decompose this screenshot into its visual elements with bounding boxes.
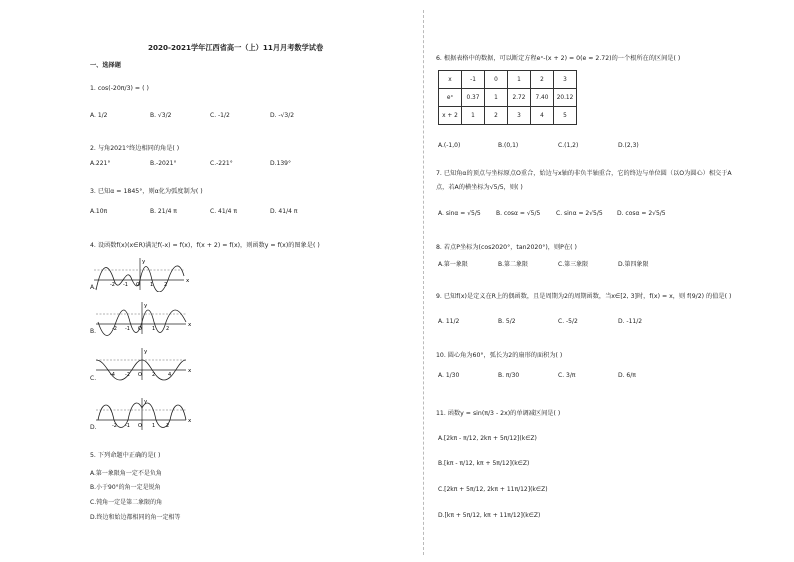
table-cell: 7.40 <box>531 89 554 107</box>
q4d-tick-3: 1 <box>152 423 156 429</box>
q7-option-b: B. cosα = √5/5 <box>496 210 541 217</box>
q8-stem: 8. 若点P坐标为(cos2020°，tan2020°)，则P在( ) <box>436 244 577 251</box>
q8-option-b: B.第二象限 <box>498 261 529 268</box>
q11-stem: 11. 函数y = sin(π/3 - 2x)的单调减区间是( ) <box>436 410 561 417</box>
table-row <box>439 107 577 125</box>
q4-graph-c <box>92 346 192 382</box>
q4a-axis-x: x <box>186 278 190 284</box>
q2-option-a: A.221° <box>90 160 111 167</box>
q8-option-a: A.第一象限 <box>438 261 468 268</box>
table-cell: -1 <box>462 71 485 89</box>
q4-label-c: C. <box>90 375 97 382</box>
table-cell: x + 2 <box>439 107 462 125</box>
q5-option-d: D.终边和始边都相同的角一定相等 <box>90 514 181 521</box>
q8-option-d: D.第四象限 <box>618 261 649 268</box>
q4-graph-d <box>92 396 192 432</box>
column-divider <box>423 10 424 555</box>
q4b-axis-x: x <box>188 322 192 328</box>
q4b-tick-0: -2 <box>112 326 117 332</box>
table-cell: eˣ <box>439 89 462 107</box>
table-cell: 0.37 <box>462 89 485 107</box>
q3-option-b: B. 21/4 π <box>150 208 177 215</box>
q6-option-a: A.(-1,0) <box>438 142 461 149</box>
table-cell: 1 <box>462 107 485 125</box>
q1-option-d: D. -√3/2 <box>270 112 295 119</box>
q3-stem: 3. 已知α = 1845°，则α化为弧度制为( ) <box>90 188 203 195</box>
q3-option-d: D. 41/4 π <box>270 208 298 215</box>
q9-stem: 9. 已知f(x)是定义在R上的偶函数，且是周期为2的周期函数，当x∈[2, 3]时，f(x) = x，则 f(9/2) 的值是( ) <box>436 293 732 300</box>
q11-option-b: B.[kπ - π/12, kπ + 5π/12](k∈Z) <box>438 460 530 467</box>
q7-stem-line2: 点，若A的横坐标为√5/5，则( ) <box>436 184 523 191</box>
q4a-tick-4: 2 <box>164 282 168 288</box>
q4a-axis-y: y <box>142 259 146 265</box>
q4-label-d: D. <box>90 424 97 431</box>
q4a-tick-0: -2 <box>110 282 115 288</box>
q2-option-d: D.139° <box>270 160 291 167</box>
q4b-tick-2: O <box>138 326 142 332</box>
q4-graph-a <box>90 256 190 292</box>
q4-graph-b <box>92 300 192 336</box>
q10-stem: 10. 圆心角为60°，弧长为2的扇形的面积为( ) <box>436 352 563 359</box>
table-cell: 20.12 <box>554 89 577 107</box>
q8-option-c: C.第三象限 <box>558 261 589 268</box>
q6-stem: 6. 根据表格中的数据，可以断定方程eˣ-(x + 2) = 0(e ≈ 2.72)的一个根所在的区间是( ) <box>436 55 681 62</box>
table-cell: x <box>439 71 462 89</box>
q10-option-d: D. 6/π <box>618 372 636 379</box>
q4c-axis-x: x <box>188 368 192 374</box>
table-cell: 3 <box>554 71 577 89</box>
q7-stem-line1: 7. 已知角α的顶点与坐标原点O重合，始边与x轴的非负半轴重合，它的终边与单位圆（以O为圆心）相交于A <box>436 170 732 177</box>
q4b-tick-1: -1 <box>125 326 130 332</box>
q1-stem: 1. cos(-20π/3) = ( ) <box>90 85 149 92</box>
q4b-axis-y: y <box>144 303 148 309</box>
q10-option-c: C. 3/π <box>558 372 576 379</box>
q11-option-d: D.[kπ + 5π/12, kπ + 11π/12](k∈Z) <box>438 512 541 519</box>
table-cell: 5 <box>554 107 577 125</box>
table-cell: 1 <box>485 89 508 107</box>
q10-option-a: A. 1/30 <box>438 372 460 379</box>
table-cell: 2 <box>531 71 554 89</box>
q4c-tick-3: 2 <box>152 372 156 378</box>
q6-option-b: B.(0,1) <box>498 142 519 149</box>
exam-title: 2020-2021学年江西省高一（上）11月月考数学试卷 <box>148 43 324 52</box>
q4c-tick-4: 4 <box>168 372 172 378</box>
q5-stem: 5. 下列命题中正确的是( ) <box>90 452 161 459</box>
table-row <box>439 71 577 89</box>
q9-option-c: C. -5/2 <box>558 318 578 325</box>
q7-option-d: D. cosα = 2√5/5 <box>617 210 666 217</box>
q2-stem: 2. 与角2021°终边相同的角是( ) <box>90 145 180 152</box>
q11-option-a: A.[2kπ - π/12, 2kπ + 5π/12](k∈Z) <box>438 435 537 442</box>
q4d-tick-0: -2 <box>112 423 117 429</box>
q7-option-c: C. sinα = 2√5/5 <box>556 210 603 217</box>
q3-option-a: A.10π <box>90 208 108 215</box>
q4a-tick-2: O <box>136 282 140 288</box>
q4-label-b: B. <box>90 328 97 335</box>
q4b-tick-4: 2 <box>166 326 170 332</box>
q9-option-a: A. 11/2 <box>438 318 460 325</box>
q4a-tick-1: -1 <box>123 282 128 288</box>
q5-option-a: A.第一象限角一定不是负角 <box>90 470 162 477</box>
q2-option-b: B.-2021° <box>150 160 177 167</box>
q1-option-b: B. √3/2 <box>150 112 172 119</box>
q6-option-c: C.(1,2) <box>558 142 579 149</box>
q4d-axis-x: x <box>188 418 192 424</box>
q4-label-a: A. <box>90 284 96 291</box>
table-cell: 0 <box>485 71 508 89</box>
q2-option-c: C.-221° <box>210 160 233 167</box>
q7-option-a: A. sinα = √5/5 <box>438 210 481 217</box>
q4d-tick-1: -1 <box>125 423 130 429</box>
q4-stem: 4. 设函数f(x)(x∈R)满足f(-x) = f(x)，f(x + 2) = f(x)，则函数y = f(x)的图象是( ) <box>90 242 320 249</box>
section-heading: 一、选择题 <box>90 62 121 69</box>
q1-option-a: A. 1/2 <box>90 112 108 119</box>
q5-option-b: B.小于90°的角一定是锐角 <box>90 484 161 491</box>
table-cell: 3 <box>508 107 531 125</box>
q11-option-c: C.[2kπ + 5π/12, 2kπ + 11π/12](k∈Z) <box>438 486 548 493</box>
q4c-axis-y: y <box>144 349 148 355</box>
q9-option-d: D. -11/2 <box>618 318 643 325</box>
q6-option-d: D.(2,3) <box>618 142 639 149</box>
q4b-tick-3: 1 <box>152 326 156 332</box>
q4c-tick-1: -2 <box>125 372 130 378</box>
q3-option-c: C. 41/4 π <box>210 208 237 215</box>
q4c-tick-0: -4 <box>110 372 115 378</box>
q4d-axis-y: y <box>144 399 148 405</box>
q9-option-b: B. 5/2 <box>498 318 516 325</box>
q4c-tick-2: O <box>138 372 142 378</box>
table-cell: 4 <box>531 107 554 125</box>
q10-option-b: B. π/30 <box>498 372 520 379</box>
q1-option-c: C. -1/2 <box>210 112 230 119</box>
q4d-tick-2: O <box>138 423 142 429</box>
table-cell: 2 <box>485 107 508 125</box>
q6-table <box>438 70 577 125</box>
table-cell: 1 <box>508 71 531 89</box>
q4d-tick-4: 2 <box>166 423 170 429</box>
table-cell: 2.72 <box>508 89 531 107</box>
q5-option-c: C.钝角一定是第二象限的角 <box>90 499 163 506</box>
table-row <box>439 89 577 107</box>
q4a-tick-3: 1 <box>150 282 154 288</box>
